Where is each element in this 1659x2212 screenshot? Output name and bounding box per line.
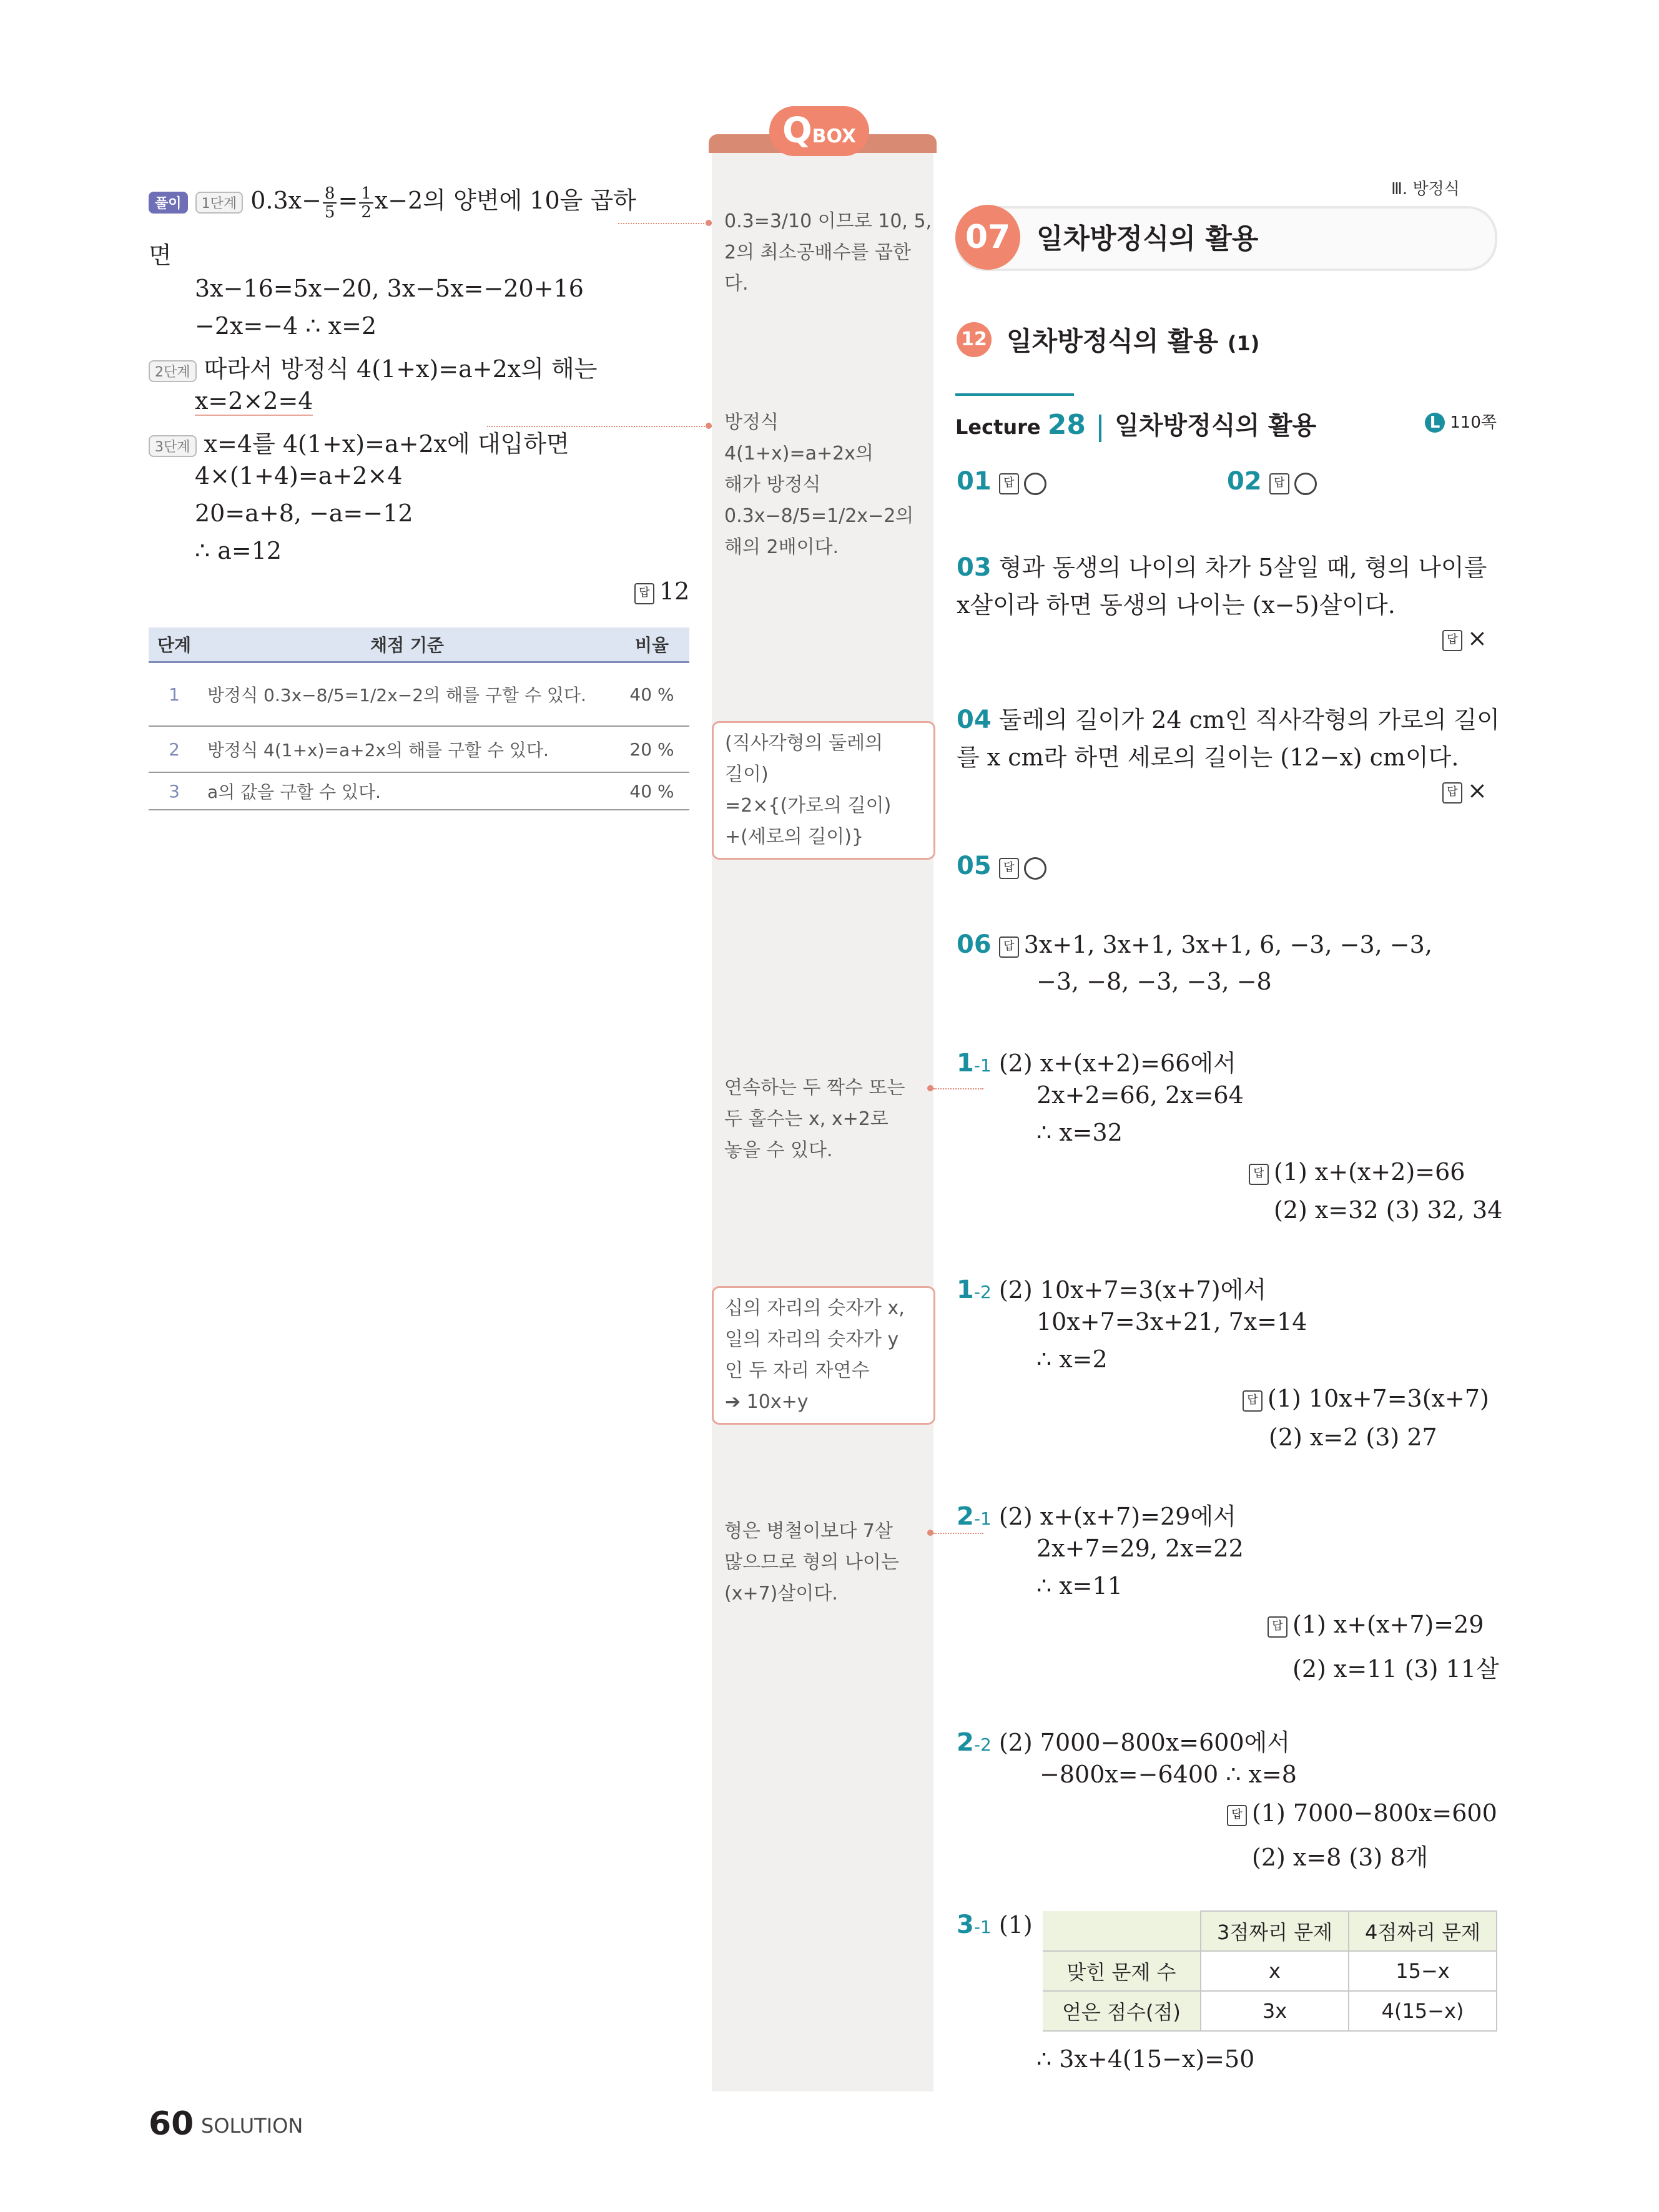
lecture-underline [955,393,1074,396]
lecture-page-ref: L 110쪽 [1425,410,1497,433]
problem-2-1: 2-1 (2) x+(x+7)=29에서 [957,1502,1236,1531]
q05: 05 답 [957,852,1046,880]
answer-icon: 답 [1249,1164,1269,1185]
problem-1-2-answer: 답 (1) 10x+7=3(x+7) [1243,1385,1489,1412]
lecture-header: Lecture 28 일차방정식의 활용 [955,409,1317,441]
unit-number: 07 [955,205,1020,270]
problem-3-1-equation: ∴ 3x+4(15−x)=50 [1036,2045,1255,2073]
scoring-table [149,627,689,810]
qbox-logo: QBOX [769,106,869,156]
problem-1-1-line2: 2x+2=66, 2x=64 [1036,1081,1244,1109]
problem-1-1-answer: 답 (1) x+(x+2)=66 [1249,1158,1465,1186]
circle-icon [1024,857,1046,880]
step1-cont: 면 [149,242,172,269]
problem-2-1-line2: 2x+7=29, 2x=22 [1036,1535,1244,1562]
problem-1-1: 1-1 (2) x+(x+2)=66에서 [957,1049,1236,1078]
problem-1-2-line2: 10x+7=3x+21, 7x=14 [1036,1308,1307,1335]
header-ratio: 비율 [614,627,689,662]
qbox-note-5: 십의 자리의 숫자가 x, 일의 자리의 숫자가 y 인 두 자리 자연수 ➔ 10x+y [712,1286,935,1425]
answer-icon: 답 [1442,782,1462,804]
problem-1-2: 1-2 (2) 10x+7=3(x+7)에서 [957,1276,1267,1304]
problem-2-2-line2: −800x=−6400 ∴ x=8 [1040,1761,1297,1788]
problem-3-1: 3-1 (1) [957,1910,1033,1939]
table-row: 맞힌 문제 수 x 15−x [1043,1951,1497,1991]
step3-tag: 3단계 [149,435,197,457]
lecture-icon: L [1425,413,1445,433]
qbox-note-3: (직사각형의 둘레의 길이) =2×{(가로의 길이) +(세로의 길이)} [712,721,935,860]
table-row: 얻은 점수(점) 3x 4(15−x) [1043,1991,1497,2031]
answer-icon: 답 [1268,1616,1287,1638]
step1-tag: 1단계 [195,192,244,214]
qbox-note-4: 연속하는 두 짝수 또는 두 홀수는 x, x+2로 놓을 수 있다. [724,1077,905,1161]
q03-line2: x살이라 하면 동생의 나이는 (x−5)살이다. [957,591,1396,619]
answer-icon: 답 [1243,1390,1263,1412]
qbox-note-1: 0.3=3/10 이므로 10, 5, 2의 최소공배수를 곱한 다. [724,210,932,295]
table-row: 3 a의 값을 구할 수 있다. 40 % [149,772,689,810]
answer-icon: 답 [999,936,1019,958]
answer-icon: 답 [634,583,654,604]
qbox-note-2: 방정식 4(1+x)=a+2x의 해가 방정식 0.3x−8/5=1/2x−2의 해의 2배이다. [724,411,914,558]
problem-1-2-answer2: (2) x=2 (3) 27 [1269,1423,1437,1451]
header-criteria: 채점 기준 [200,627,614,662]
equation-3: 4×(1+4)=a+2×4 [195,462,403,489]
answer-icon: 답 [1269,473,1289,494]
qbox-note-6: 형은 병철이보다 7살 많으므로 형의 나이는 (x+7)살이다. [724,1520,899,1605]
q06: 06 답 3x+1, 3x+1, 3x+1, 6, −3, −3, −3, [957,930,1432,959]
equation-1: 3x−16=5x−20, 3x−5x=−20+16 [195,275,584,302]
answer-line [634,578,689,605]
table-col1: 3점짜리 문제 [1201,1911,1349,1951]
step2-line: 2단계 따라서 방정식 4(1+x)=a+2x의 해는 [149,350,597,384]
step1-text-a: 0.3x− [250,187,322,214]
problem-1-1-line3: ∴ x=32 [1036,1119,1123,1146]
step1-text-c: x−2의 양변에 10을 곱하 [374,187,636,214]
problem-2-2: 2-2 (2) 7000−800x=600에서 [957,1728,1291,1757]
problem-3-1-table [1043,1910,1497,2032]
answer-value: 12 [659,578,690,605]
q01: 01 답 [957,467,1046,496]
answer-icon: 답 [999,858,1019,879]
frac-8-5: $\frac{8}{5}$ [323,185,337,221]
q03: 03 형과 동생의 나이의 차가 5살일 때, 형의 나이를 [957,553,1487,582]
page-number: 60 [149,2105,194,2143]
q06-line2: −3, −8, −3, −3, −8 [1036,968,1272,995]
problem-2-2-answer2: (2) x=8 (3) 8개 [1252,1844,1429,1871]
solution-label: 풀이 [149,192,188,214]
step2-tag: 2단계 [149,360,197,382]
chapter-label: Ⅲ. 방정식 [1391,180,1460,199]
q04-answer: 답 × [1442,777,1487,804]
answer-icon: 답 [1227,1805,1247,1826]
q04: 04 둘레의 길이가 24 cm인 직사각형의 가로의 길이 [957,705,1500,734]
table-row: 2 방정식 4(1+x)=a+2x의 해를 구할 수 있다. 20 % [149,726,689,772]
step3-line: 3단계 x=4를 4(1+x)=a+2x에 대입하면 [149,425,569,459]
answer-icon: 답 [999,473,1019,494]
equation-4: 20=a+8, −a=−12 [195,499,413,527]
frac-1-2: $\frac{1}{2}$ [359,185,373,221]
equation-5: ∴ a=12 [195,537,282,564]
circle-icon [1024,473,1046,495]
section-number: 12 [957,322,992,357]
step2-equation: x=2×2=4 [195,387,313,415]
answer-icon: 답 [1442,630,1462,651]
section-title: 일차방정식의 활용 (1) [1007,326,1260,356]
header-step: 단계 [149,627,200,662]
problem-2-1-answer2: (2) x=11 (3) 11살 [1292,1655,1499,1683]
q03-answer: 답 × [1442,624,1487,652]
step1-line: 풀이 1단계 0.3x− $\frac{8}{5}$ = $\frac{1}{2}$ x−2의 양변에 10을 곱하 [149,181,636,221]
table-row: 1 방정식 0.3x−8/5=1/2x−2의 해를 구할 수 있다. 40 % [149,662,689,727]
circle-icon [1294,473,1317,495]
unit-title: 일차방정식의 활용 [1036,223,1259,255]
q04-line2: 를 x cm라 하면 세로의 길이는 (12−x) cm이다. [957,744,1459,771]
problem-2-2-answer: 답 (1) 7000−800x=600 [1227,1799,1497,1827]
problem-1-2-line3: ∴ x=2 [1036,1345,1108,1373]
problem-2-1-line3: ∴ x=11 [1036,1572,1123,1600]
equation-2: −2x=−4 ∴ x=2 [195,312,377,340]
q02: 02 답 [1227,467,1317,496]
problem-1-1-answer2: (2) x=32 (3) 32, 34 [1274,1196,1503,1224]
problem-2-1-answer: 답 (1) x+(x+7)=29 [1268,1611,1484,1638]
table-col2: 4점짜리 문제 [1349,1911,1497,1951]
footer-label: SOLUTION [201,2114,303,2138]
